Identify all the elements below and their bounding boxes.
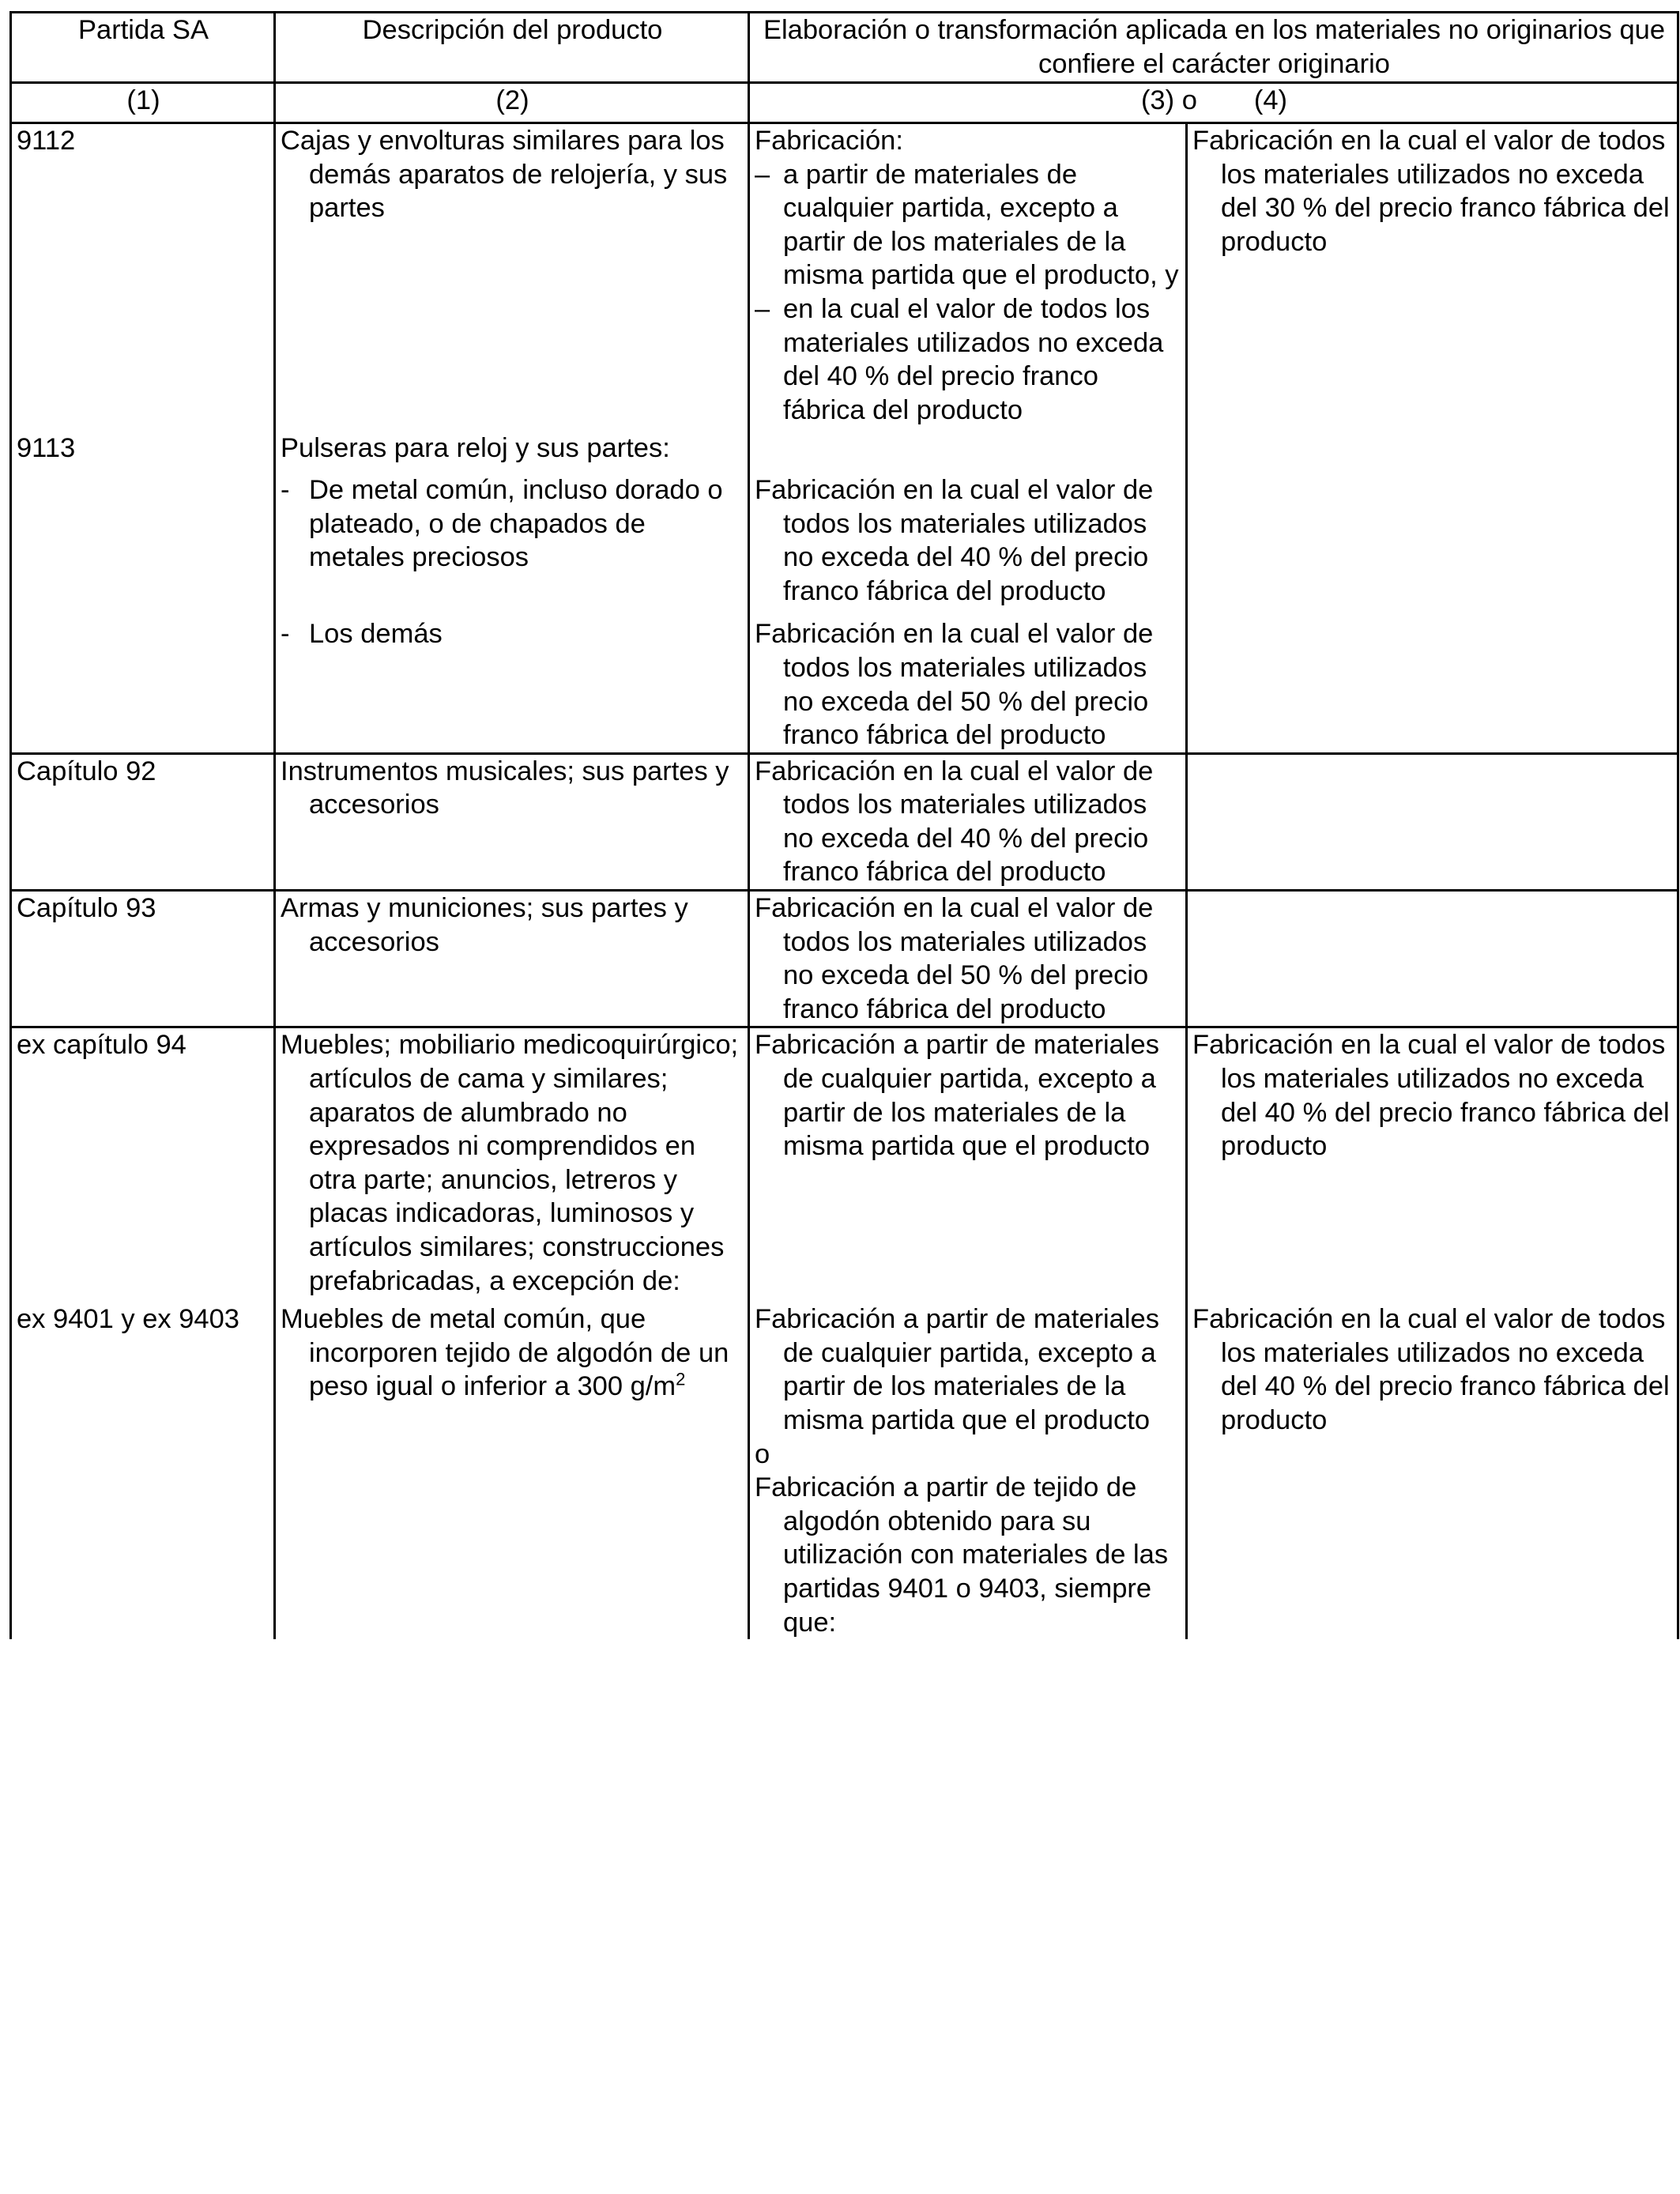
rule-column-4: Fabricación en la cual el valor de todos los materiales utilizados no exceda del 40 % del precio franco fábrica del producto xyxy=(1192,1030,1670,1162)
table-row-9112 xyxy=(11,123,1678,432)
rule-column-3: Fabricación en la cual el valor de todos los materiales utilizados no exceda del 40 % del precio franco fábrica del producto xyxy=(755,756,1154,888)
product-description: Cajas y envolturas similares para los demás aparatos de relojería, y sus partes xyxy=(281,126,728,224)
product-description: Muebles de metal común, que incorporen tejido de algodón de un peso igual o inferior a 300 $g/m^2$ xyxy=(281,1304,729,1402)
rule-column-3: Fabricación en la cual el valor de todos los materiales utilizados no exceda del 40 % del precio franco fábrica del producto xyxy=(755,474,1154,606)
superscript: 2 xyxy=(676,1369,686,1389)
column-number-3: (3) o xyxy=(1140,85,1197,115)
header-partida-sa: Partida SA xyxy=(11,13,275,83)
product-subdescription: - De metal común, incluso dorado o plateado, o de chapados de metales preciosos xyxy=(281,474,723,573)
partida-code: 9113 xyxy=(11,432,275,473)
header-elaboracion: Elaboración o transformación aplicada en los materiales no originarios que confiere el carácter originario xyxy=(749,13,1678,83)
table-row-chapter-93 xyxy=(11,891,1678,1027)
rule-column-4: Fabricación en la cual el valor de todos los materiales utilizados no exceda del 30 % del precio franco fábrica del producto xyxy=(1192,126,1670,257)
partida-code: Capítulo 92 xyxy=(11,753,275,890)
rule-intro: Fabricación: xyxy=(755,126,903,156)
partida-code: ex 9401 y ex 9403 xyxy=(11,1302,275,1639)
product-description: Muebles; mobiliario medicoquirúrgico; artículos de cama y similares; aparatos de alumbrado no expresados ni comprendidos en otra parte; anuncios, letreros y placas indicadoras, luminosos y artículos similares; construcciones prefabricadas, a excepción de: xyxy=(281,1030,739,1296)
column-number-4: (4) xyxy=(1253,85,1288,115)
table-row-chapter-92 xyxy=(11,753,1678,890)
dash-bullet: – xyxy=(755,159,770,190)
header-descripcion: Descripción del producto xyxy=(275,13,749,83)
rule-or-separator: o xyxy=(755,1438,770,1469)
rules-of-origin-table xyxy=(9,11,1679,1639)
table-row-9113 xyxy=(11,432,1678,473)
rule-option-a: Fabricación a partir de materiales de cualquier partida, excepto a partir de los materiales de la misma partida que el producto xyxy=(755,1304,1159,1435)
rule-condition-2: – en la cual el valor de todos los materiales utilizados no exceda del 40 % del precio franco fábrica del producto xyxy=(755,293,1164,425)
product-description: Instrumentos musicales; sus partes y accesorios xyxy=(281,756,729,820)
hyphen-bullet: - xyxy=(281,474,290,505)
column-number-2: (2) xyxy=(275,83,749,123)
table-header-row xyxy=(11,13,1678,83)
product-description: Armas y municiones; sus partes y accesorios xyxy=(281,893,688,957)
dash-bullet: – xyxy=(755,293,770,324)
rule-column-3: Fabricación en la cual el valor de todos los materiales utilizados no exceda del 50 % del precio franco fábrica del producto xyxy=(755,619,1154,751)
product-description: Pulseras para reloj y sus partes: xyxy=(281,433,670,464)
hyphen-bullet: - xyxy=(281,619,290,650)
table-row-9401-9403 xyxy=(11,1302,1678,1639)
rule-column-3 xyxy=(749,1302,1187,1639)
rule-column-3 xyxy=(749,123,1187,432)
rule-option-b: Fabricación a partir de tejido de algodón obtenido para su utilización con materiales de las partidas 9401 o 9403, siempre que: xyxy=(755,1472,1169,1638)
partida-code: Capítulo 93 xyxy=(11,891,275,1027)
rule-column-3: Fabricación en la cual el valor de todos los materiales utilizados no exceda del 50 % del precio franco fábrica del producto xyxy=(755,893,1154,1024)
column-number-3-4 xyxy=(749,83,1678,123)
rule-column-4: Fabricación en la cual el valor de todos los materiales utilizados no exceda del 40 % del precio franco fábrica del producto xyxy=(1192,1304,1670,1435)
rule-condition-1: – a partir de materiales de cualquier partida, excepto a partir de los materiales de la misma partida que el producto, y xyxy=(755,159,1179,291)
partida-code: 9112 xyxy=(11,123,275,432)
product-subdescription: - Los demás xyxy=(281,617,744,651)
column-number-row xyxy=(11,83,1678,123)
column-number-1: (1) xyxy=(11,83,275,123)
table-row-9113-metal xyxy=(11,473,1678,617)
table-row-9113-others xyxy=(11,617,1678,753)
rule-column-3: Fabricación a partir de materiales de cualquier partida, excepto a partir de los materiales de la misma partida que el producto xyxy=(755,1030,1159,1162)
table-row-chapter-94 xyxy=(11,1027,1678,1302)
partida-code: ex capítulo 94 xyxy=(11,1027,275,1302)
